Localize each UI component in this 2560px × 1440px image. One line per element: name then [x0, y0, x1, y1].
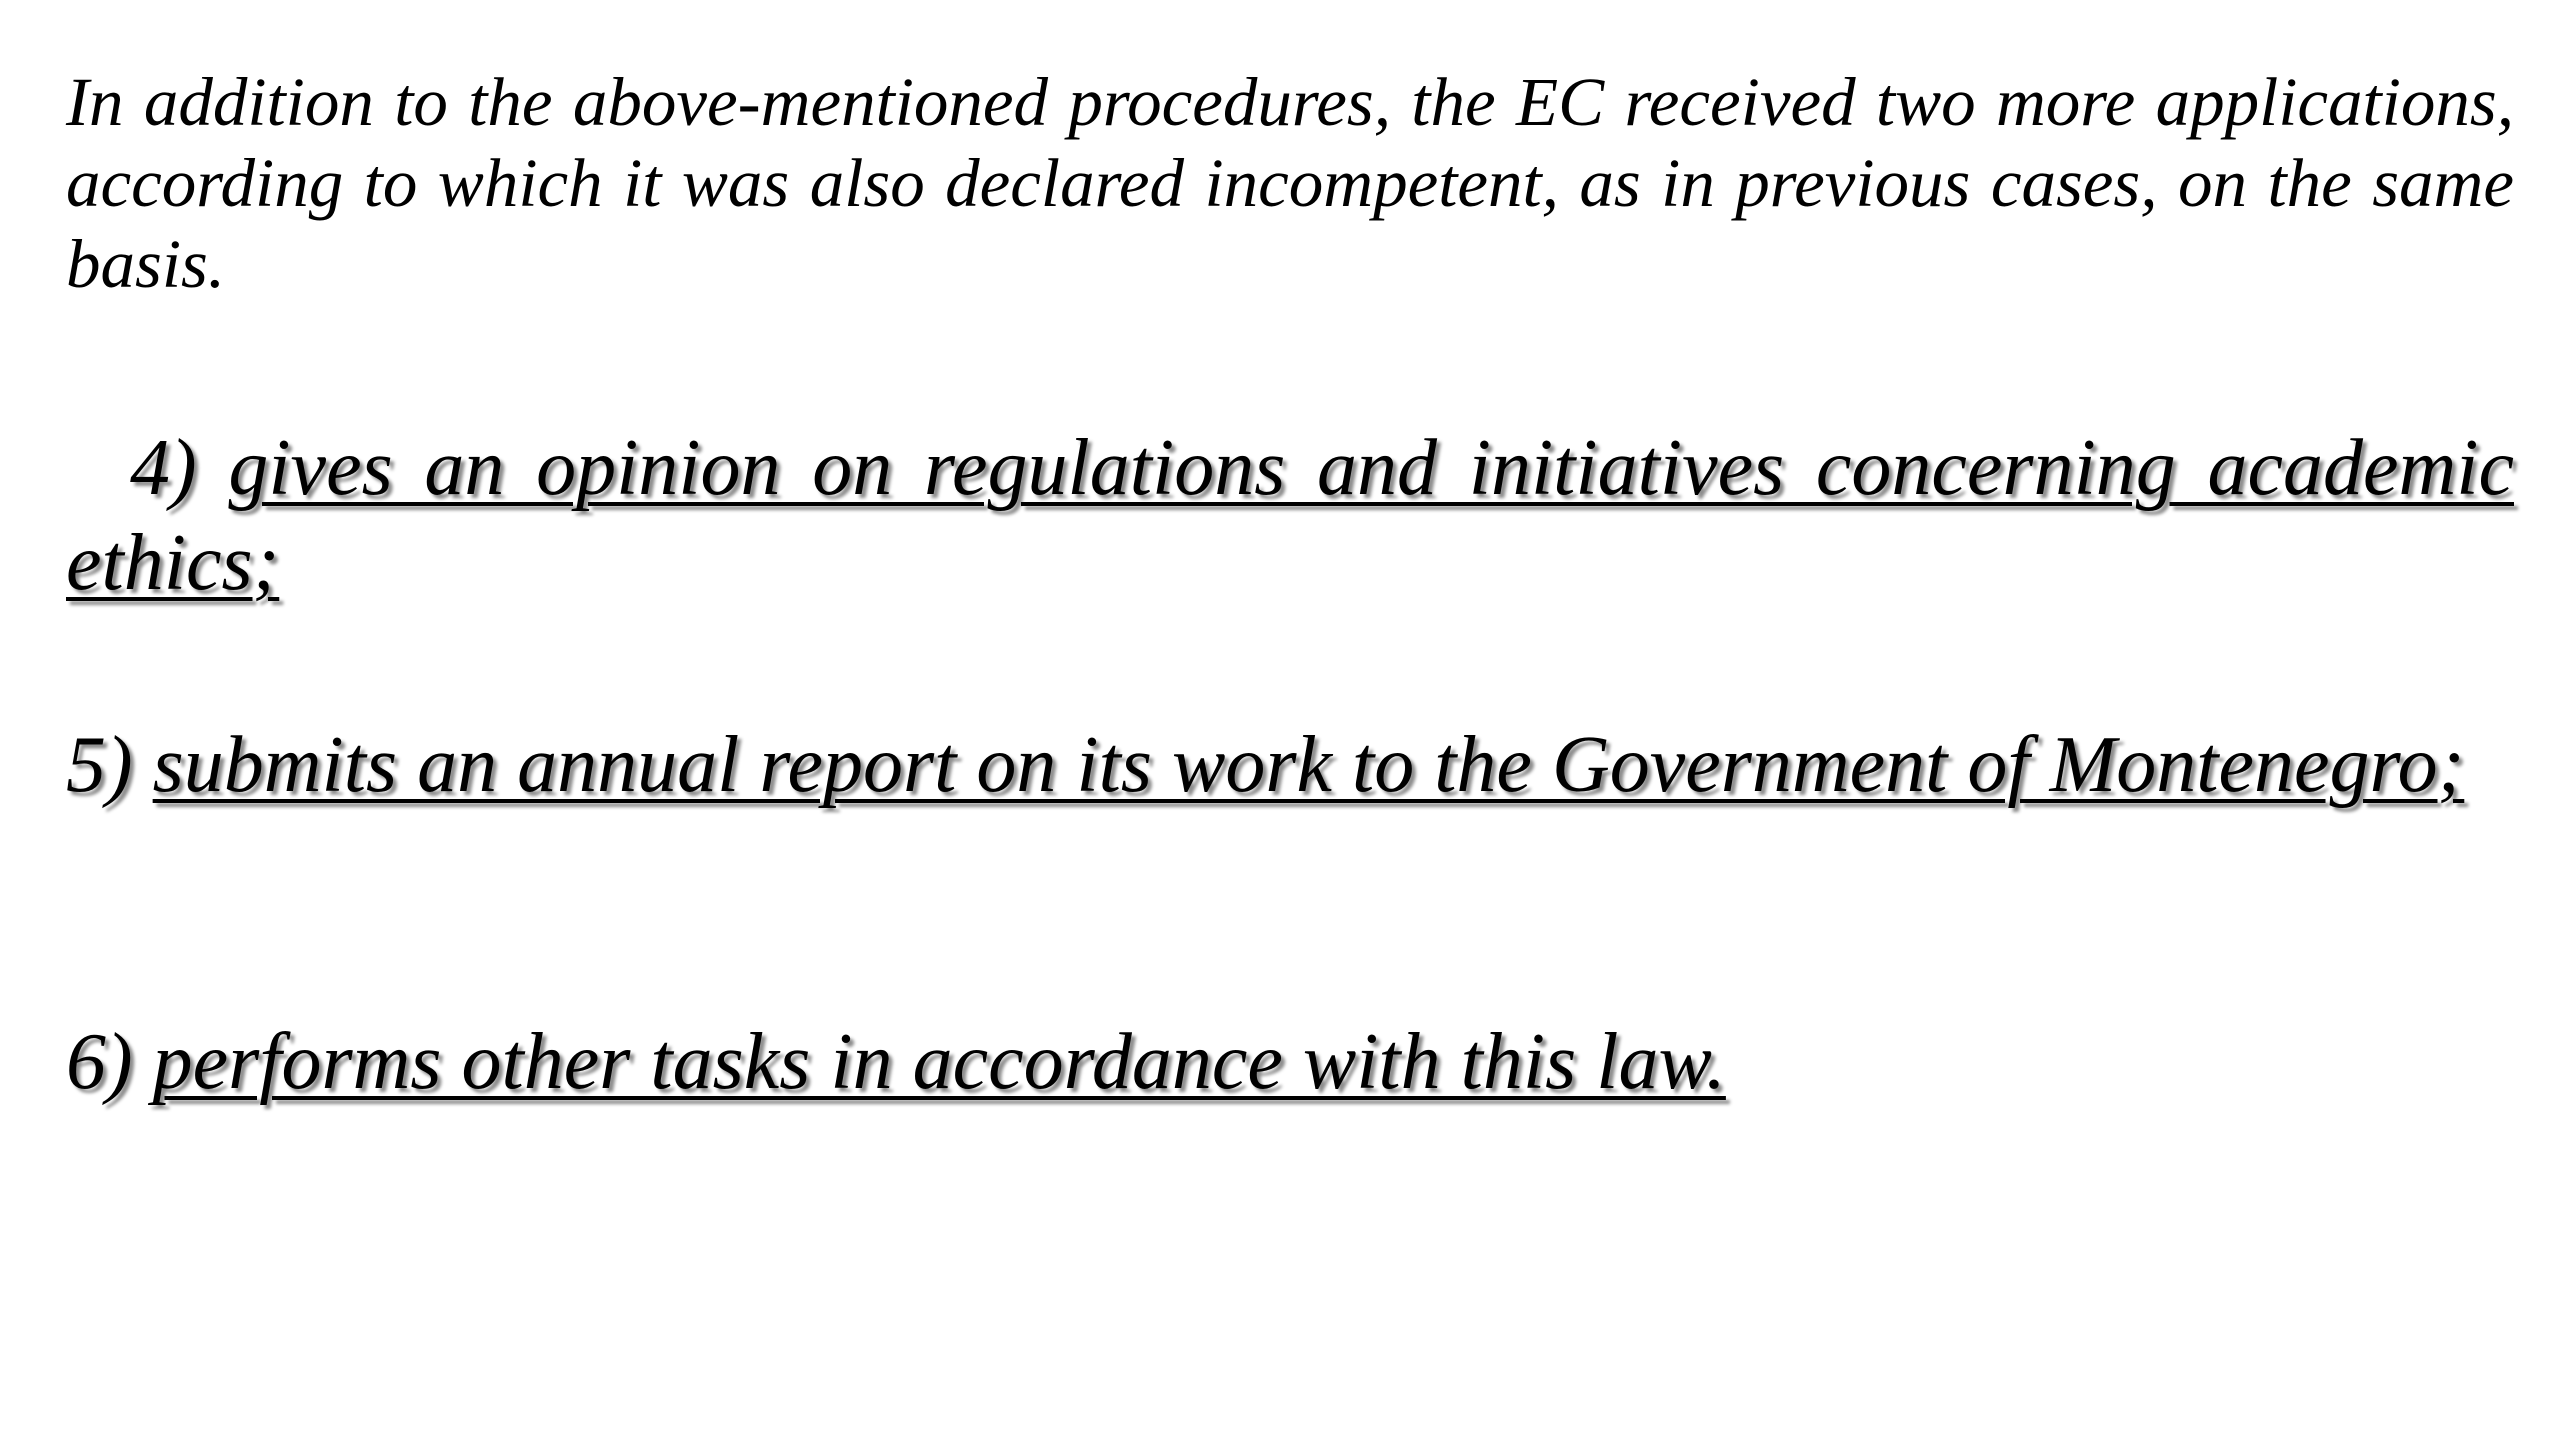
item-text: submits an annual report on its work to the Government of Montenegro; — [152, 721, 2465, 809]
list-item-4 — [66, 421, 2514, 611]
item-number: 5) — [66, 721, 133, 809]
list-item-6 — [66, 1015, 2514, 1110]
item-text: gives an opinion on regulations and initiatives concerning academic ethics; — [66, 424, 2514, 607]
intro-paragraph: In addition to the above-mentioned procedures, the EC received two more applications, according to which it was also declared incompetent, as in previous cases, on the same basis. — [66, 64, 2514, 302]
item-number: 6) — [66, 1018, 133, 1106]
list-item-5 — [66, 718, 2514, 813]
item-text: performs other tasks in accordance with this law. — [152, 1018, 1726, 1106]
item-number: 4) — [130, 424, 197, 512]
